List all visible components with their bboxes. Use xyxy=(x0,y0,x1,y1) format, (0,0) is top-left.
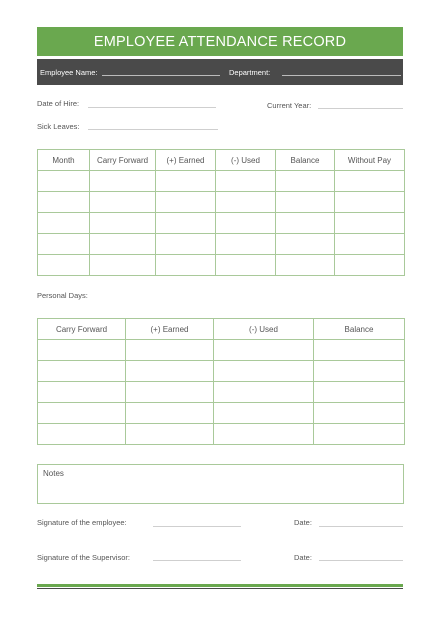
table-cell[interactable] xyxy=(90,171,156,192)
supervisor-date-field[interactable] xyxy=(319,560,403,561)
column-header: (-) Used xyxy=(214,319,314,340)
table-row xyxy=(38,213,405,234)
column-header: (+) Earned xyxy=(156,150,216,171)
table-cell[interactable] xyxy=(38,213,90,234)
table-cell[interactable] xyxy=(335,213,405,234)
employee-name-field[interactable] xyxy=(102,75,220,76)
attendance-header-row xyxy=(38,150,405,171)
footer-dark-rule xyxy=(37,588,403,589)
table-cell[interactable] xyxy=(314,403,405,424)
table-cell[interactable] xyxy=(314,424,405,445)
table-row xyxy=(38,403,405,424)
column-header: Balance xyxy=(276,150,335,171)
table-cell[interactable] xyxy=(335,234,405,255)
personal-days-table xyxy=(37,318,405,445)
table-cell[interactable] xyxy=(126,382,214,403)
attendance-table xyxy=(37,149,405,276)
supervisor-date-label: Date: xyxy=(294,553,312,562)
column-header: Balance xyxy=(314,319,405,340)
table-cell[interactable] xyxy=(126,340,214,361)
current-year-label: Current Year: xyxy=(267,101,312,110)
table-cell[interactable] xyxy=(38,403,126,424)
table-cell[interactable] xyxy=(314,361,405,382)
supervisor-signature-field[interactable] xyxy=(153,560,241,561)
table-cell[interactable] xyxy=(214,340,314,361)
table-cell[interactable] xyxy=(216,255,276,276)
table-cell[interactable] xyxy=(38,340,126,361)
table-cell[interactable] xyxy=(90,234,156,255)
employee-date-field[interactable] xyxy=(319,526,403,527)
form-title: EMPLOYEE ATTENDANCE RECORD xyxy=(93,33,347,50)
table-cell[interactable] xyxy=(214,361,314,382)
table-cell[interactable] xyxy=(38,234,90,255)
footer-green-rule xyxy=(37,584,403,587)
table-cell[interactable] xyxy=(276,213,335,234)
employee-signature-field[interactable] xyxy=(153,526,241,527)
employee-signature-label: Signature of the employee: xyxy=(37,518,127,527)
table-cell[interactable] xyxy=(156,234,216,255)
table-cell[interactable] xyxy=(216,213,276,234)
table-cell[interactable] xyxy=(90,192,156,213)
table-cell[interactable] xyxy=(276,234,335,255)
table-row xyxy=(38,234,405,255)
table-cell[interactable] xyxy=(126,424,214,445)
table-cell[interactable] xyxy=(214,382,314,403)
column-header: (-) Used xyxy=(216,150,276,171)
employee-date-label: Date: xyxy=(294,518,312,527)
table-cell[interactable] xyxy=(90,255,156,276)
table-row xyxy=(38,171,405,192)
table-cell[interactable] xyxy=(314,382,405,403)
table-row xyxy=(38,382,405,403)
table-cell[interactable] xyxy=(156,255,216,276)
table-cell[interactable] xyxy=(335,171,405,192)
table-cell[interactable] xyxy=(126,361,214,382)
table-cell[interactable] xyxy=(38,424,126,445)
table-cell[interactable] xyxy=(38,171,90,192)
date-of-hire-label: Date of Hire: xyxy=(37,99,80,108)
supervisor-signature-label: Signature of the Supervisor: xyxy=(37,553,130,562)
table-cell[interactable] xyxy=(276,255,335,276)
table-cell[interactable] xyxy=(38,382,126,403)
current-year-field[interactable] xyxy=(318,108,403,109)
table-cell[interactable] xyxy=(276,171,335,192)
table-cell[interactable] xyxy=(156,171,216,192)
sick-leaves-label: Sick Leaves: xyxy=(37,122,80,131)
table-cell[interactable] xyxy=(276,192,335,213)
table-cell[interactable] xyxy=(90,213,156,234)
column-header: Carry Forward xyxy=(38,319,126,340)
table-cell[interactable] xyxy=(216,234,276,255)
table-cell[interactable] xyxy=(156,213,216,234)
sick-leaves-field[interactable] xyxy=(88,129,218,130)
table-cell[interactable] xyxy=(156,192,216,213)
table-row xyxy=(38,340,405,361)
notes-label: Notes xyxy=(43,469,64,478)
table-cell[interactable] xyxy=(216,171,276,192)
personal-days-label: Personal Days: xyxy=(37,291,88,300)
table-cell[interactable] xyxy=(38,255,90,276)
table-cell[interactable] xyxy=(314,340,405,361)
table-cell[interactable] xyxy=(126,403,214,424)
table-row xyxy=(38,192,405,213)
employee-info-bar xyxy=(37,59,403,85)
table-cell[interactable] xyxy=(214,403,314,424)
employee-name-label: Employee Name: xyxy=(40,68,98,77)
notes-box[interactable] xyxy=(37,464,404,504)
column-header: Without Pay xyxy=(335,150,405,171)
table-cell[interactable] xyxy=(214,424,314,445)
table-cell[interactable] xyxy=(38,361,126,382)
column-header: Month xyxy=(38,150,90,171)
department-field[interactable] xyxy=(282,75,401,76)
table-cell[interactable] xyxy=(335,255,405,276)
table-row xyxy=(38,255,405,276)
table-cell[interactable] xyxy=(216,192,276,213)
personal-header-row xyxy=(38,319,405,340)
table-cell[interactable] xyxy=(335,192,405,213)
table-cell[interactable] xyxy=(38,192,90,213)
table-row xyxy=(38,424,405,445)
form-title-bar xyxy=(37,27,403,56)
department-label: Department: xyxy=(229,68,271,77)
column-header: (+) Earned xyxy=(126,319,214,340)
table-row xyxy=(38,361,405,382)
date-of-hire-field[interactable] xyxy=(88,107,216,108)
column-header: Carry Forward xyxy=(90,150,156,171)
